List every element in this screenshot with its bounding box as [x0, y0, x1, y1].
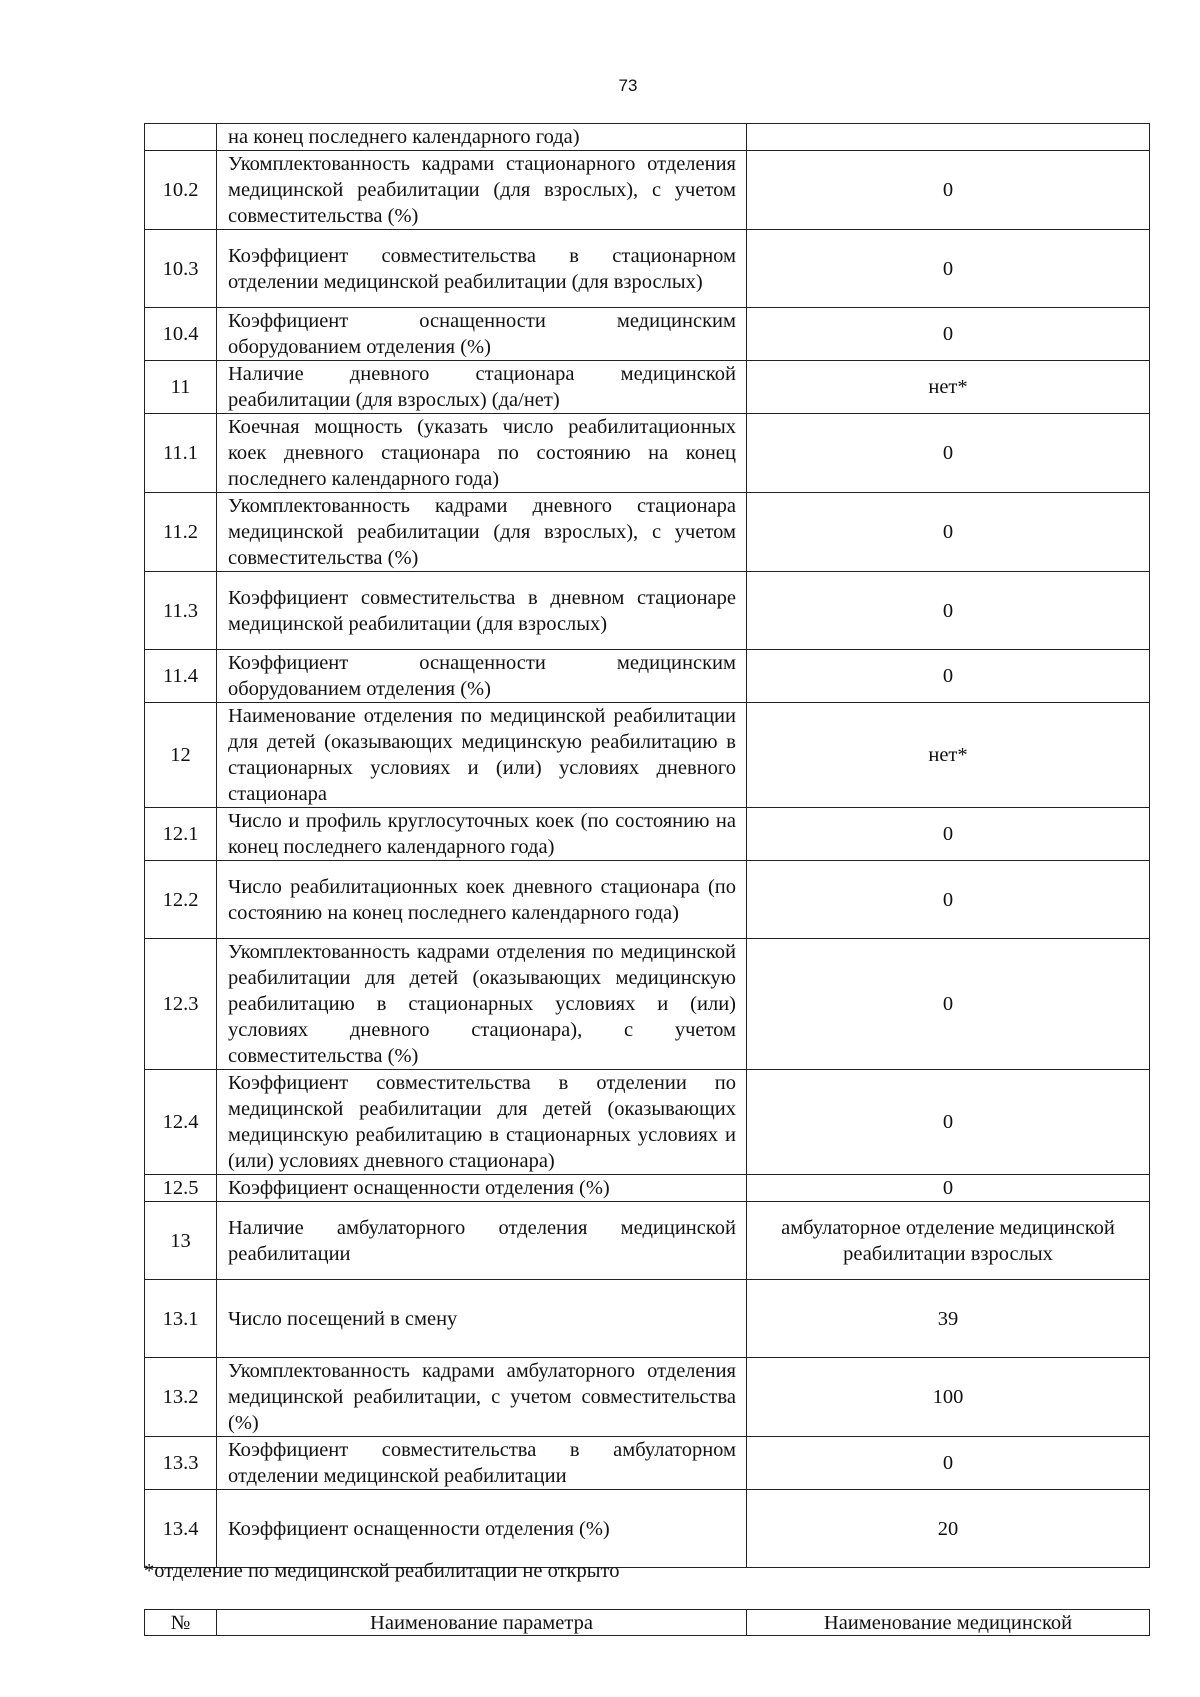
- table-row: [145, 939, 1150, 1070]
- row-parameter: Коэффициент оснащенности медицинским оборудованием отделения (%): [217, 308, 747, 361]
- row-value: 0: [747, 1070, 1150, 1175]
- row-number: 11: [145, 361, 217, 414]
- row-number: 11.4: [145, 650, 217, 703]
- table-row: [145, 308, 1150, 361]
- row-number: [145, 124, 217, 151]
- table-row: [145, 808, 1150, 861]
- row-value: нет*: [747, 703, 1150, 808]
- row-number: 13: [145, 1202, 217, 1280]
- row-parameter: Число реабилитационных коек дневного стационара (по состоянию на конец последнего календарного года): [217, 861, 747, 939]
- table-row: [145, 414, 1150, 493]
- row-parameter: Наличие амбулаторного отделения медицинской реабилитации: [217, 1202, 747, 1280]
- row-value: 0: [747, 572, 1150, 650]
- row-number: 13.3: [145, 1437, 217, 1490]
- table-row: [145, 124, 1150, 151]
- row-parameter: Коэффициент совместительства в стационарном отделении медицинской реабилитации (для взрослых): [217, 230, 747, 308]
- row-parameter: Коэффициент совместительства в дневном стационаре медицинской реабилитации (для взрослых): [217, 572, 747, 650]
- table-row: [145, 230, 1150, 308]
- row-parameter: Укомплектованность кадрами стационарного отделения медицинской реабилитации (для взрослых), с учетом совместительства (%): [217, 151, 747, 230]
- row-number: 13.2: [145, 1358, 217, 1437]
- row-value: 0: [747, 151, 1150, 230]
- header-number: №: [145, 1610, 217, 1636]
- row-number: 11.1: [145, 414, 217, 493]
- row-number: 11.3: [145, 572, 217, 650]
- row-number: 13.4: [145, 1490, 217, 1568]
- row-value: 39: [747, 1280, 1150, 1358]
- row-parameter: Коечная мощность (указать число реабилитационных коек дневного стационара по состоянию на конец последнего календарного года): [217, 414, 747, 493]
- table-row: [145, 572, 1150, 650]
- header-organization: Наименование медицинской: [747, 1610, 1150, 1636]
- table-row: [145, 1358, 1150, 1437]
- next-table-header: [144, 1609, 1150, 1636]
- row-value: нет*: [747, 361, 1150, 414]
- row-value: 0: [747, 1437, 1150, 1490]
- parameters-table: [144, 123, 1150, 1568]
- table-row: [145, 151, 1150, 230]
- row-number: 10.4: [145, 308, 217, 361]
- row-value: 0: [747, 414, 1150, 493]
- row-value: 0: [747, 1175, 1150, 1202]
- table-row: [145, 361, 1150, 414]
- row-value: 0: [747, 308, 1150, 361]
- table-row: [145, 493, 1150, 572]
- row-number: 12.4: [145, 1070, 217, 1175]
- table-row: [145, 703, 1150, 808]
- row-value: 0: [747, 808, 1150, 861]
- row-number: 11.2: [145, 493, 217, 572]
- table-row: [145, 1070, 1150, 1175]
- row-parameter: Укомплектованность кадрами амбулаторного отделения медицинской реабилитации, с учетом совместительства (%): [217, 1358, 747, 1437]
- row-parameter: Коэффициент совместительства в отделении по медицинской реабилитации для детей (оказывающих медицинскую реабилитацию в стационарных условиях и (или) условиях дневного стационара): [217, 1070, 747, 1175]
- parameters-table-body: [145, 124, 1150, 1568]
- row-value: 0: [747, 230, 1150, 308]
- table-row: [145, 1490, 1150, 1568]
- row-parameter: Наименование отделения по медицинской реабилитации для детей (оказывающих медицинскую реабилитацию в стационарных условиях и (или) условиях дневного стационара: [217, 703, 747, 808]
- row-value: 20: [747, 1490, 1150, 1568]
- row-parameter: Наличие дневного стационара медицинской реабилитации (для взрослых) (да/нет): [217, 361, 747, 414]
- footnote: *отделение по медицинской реабилитации не открыто: [144, 1560, 620, 1582]
- header-parameter: Наименование параметра: [217, 1610, 747, 1636]
- row-number: 10.3: [145, 230, 217, 308]
- row-parameter: Коэффициент оснащенности отделения (%): [217, 1175, 747, 1202]
- row-parameter: Коэффициент совместительства в амбулаторном отделении медицинской реабилитации: [217, 1437, 747, 1490]
- page-number: 73: [618, 76, 638, 95]
- row-number: 13.1: [145, 1280, 217, 1358]
- row-number: 12.1: [145, 808, 217, 861]
- table-row: [145, 1175, 1150, 1202]
- table-row: [145, 1280, 1150, 1358]
- table-row: [145, 861, 1150, 939]
- row-value: [747, 124, 1150, 151]
- row-parameter: Укомплектованность кадрами дневного стационара медицинской реабилитации (для взрослых), с учетом совместительства (%): [217, 493, 747, 572]
- row-number: 12.3: [145, 939, 217, 1070]
- row-parameter: на конец последнего календарного года): [217, 124, 747, 151]
- header-row: [145, 1610, 1150, 1636]
- row-value: 0: [747, 493, 1150, 572]
- row-parameter: Укомплектованность кадрами отделения по медицинской реабилитации для детей (оказывающих медицинскую реабилитацию в стационарных условиях и (или) условиях дневного стационара), с учетом совместительства (%): [217, 939, 747, 1070]
- row-value: 0: [747, 650, 1150, 703]
- table-row: [145, 650, 1150, 703]
- row-number: 12.5: [145, 1175, 217, 1202]
- row-value: 100: [747, 1358, 1150, 1437]
- row-value: амбулаторное отделение медицинской реабилитации взрослых: [747, 1202, 1150, 1280]
- row-number: 10.2: [145, 151, 217, 230]
- table-row: [145, 1437, 1150, 1490]
- table-row: [145, 1202, 1150, 1280]
- row-value: 0: [747, 939, 1150, 1070]
- row-value: 0: [747, 861, 1150, 939]
- row-parameter: Число посещений в смену: [217, 1280, 747, 1358]
- row-parameter: Коэффициент оснащенности отделения (%): [217, 1490, 747, 1568]
- row-parameter: Число и профиль круглосуточных коек (по состоянию на конец последнего календарного года): [217, 808, 747, 861]
- row-number: 12.2: [145, 861, 217, 939]
- row-number: 12: [145, 703, 217, 808]
- row-parameter: Коэффициент оснащенности медицинским оборудованием отделения (%): [217, 650, 747, 703]
